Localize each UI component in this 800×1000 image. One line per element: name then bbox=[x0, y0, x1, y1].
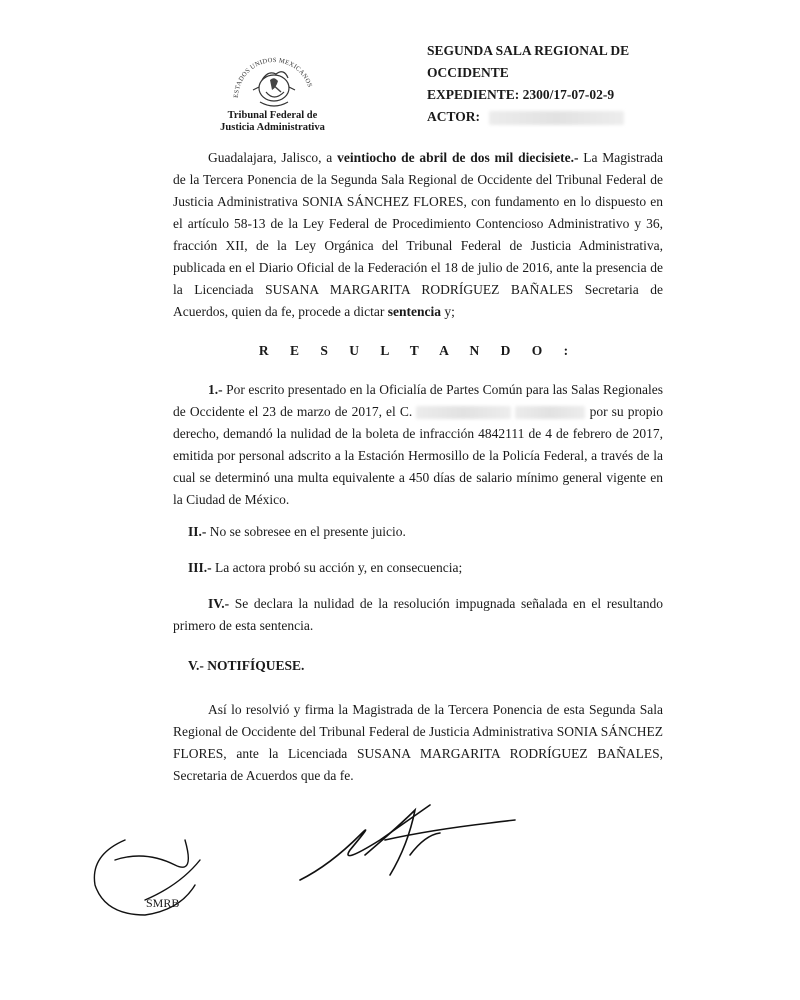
sala-line1: SEGUNDA SALA REGIONAL DE bbox=[427, 43, 630, 58]
secretary-initials-signature bbox=[85, 830, 235, 930]
point-ii-text: No se sobresee en el presente juicio. bbox=[206, 524, 406, 539]
point-iv-number: IV.- bbox=[208, 596, 230, 611]
expediente-number: EXPEDIENTE: 2300/17-07-02-9 bbox=[427, 87, 615, 102]
intro-sentencia-bold: sentencia bbox=[387, 304, 442, 319]
federal-seal-logo bbox=[218, 40, 328, 115]
point-i bbox=[173, 379, 663, 511]
point-iii bbox=[173, 557, 663, 579]
tribunal-label bbox=[200, 110, 345, 134]
redacted-actor-name bbox=[489, 111, 624, 125]
intro-text: La Magistrada de la Tercera Ponencia de la Segunda Sala Regional de Occidente del Tribunal Federal de Justicia Administrativa SONIA SÁNCHEZ FLORES, con fundamento en lo dispuesto en el artículo 58-13 de la Ley Federal de Procedimiento Contencioso Administrativo y 36, fracción XII, de la Ley Orgánica del Tribunal Federal de Justicia Administrativa, publicada en el Diario Oficial de la Federación el 18 de julio de 2016, ante la presencia de la Licenciada SUSANA MARGARITA RODRÍGUEZ BAÑALES Secretaria de Acuerdos, quien da fe, procede a dictar bbox=[173, 150, 664, 319]
point-i-text-a: Por escrito presentado en la Oficialía de Partes Común para las Salas Regionales de Occidente el 23 de marzo de 2017, el C. bbox=[173, 382, 663, 419]
eagle-seal-icon bbox=[218, 40, 328, 115]
point-v-notifiquese: V.- NOTIFÍQUESE. bbox=[188, 658, 305, 673]
actor-label: ACTOR: bbox=[427, 109, 481, 124]
svg-text:ESTADOS UNIDOS MEXICANOS bbox=[233, 57, 313, 98]
point-iii-text: La actora probó su acción y, en consecuencia; bbox=[211, 560, 463, 575]
point-ii-number: II.- bbox=[188, 524, 207, 539]
redacted-plaintiff-name-2 bbox=[515, 406, 585, 419]
secretary-initials: SMRB bbox=[146, 896, 180, 910]
actor-row bbox=[427, 106, 727, 128]
intro-date-bold: veintiocho de abril de dos mil diecisiete.- bbox=[337, 150, 579, 165]
intro-place-date: Guadalajara, Jalisco, a bbox=[208, 150, 338, 165]
sala-line2: OCCIDENTE bbox=[427, 65, 509, 80]
case-header bbox=[427, 40, 727, 128]
tribunal-label-line2: Justicia Administrativa bbox=[220, 122, 325, 133]
point-iii-number: III.- bbox=[188, 560, 212, 575]
resultando-heading: R E S U L T A N D O : bbox=[258, 343, 578, 358]
closing-paragraph: Así lo resolvió y firma la Magistrada de la Tercera Ponencia de esta Segunda Sala Regional de Occidente del Tribunal Federal de Justicia Administrativa SONIA SÁNCHEZ FLORES, ante la Licenciada SUSANA MARGARITA RODRÍGUEZ BAÑALES, Secretaria de Acuerdos que da fe. bbox=[173, 702, 663, 783]
tribunal-label-line1: Tribunal Federal de bbox=[227, 110, 318, 121]
magistrate-signature bbox=[290, 795, 520, 895]
point-iv bbox=[173, 593, 663, 637]
redacted-plaintiff-name-1 bbox=[416, 406, 511, 419]
intro-end: y; bbox=[441, 304, 455, 319]
seal-ring-text: ESTADOS UNIDOS MEXICANOS bbox=[232, 56, 314, 99]
point-iv-text: Se declara la nulidad de la resolución impugnada señalada en el resultando primero de esta sentencia. bbox=[173, 596, 663, 633]
point-i-text-b: por su propio derecho, demandó la nulidad de la boleta de infracción 4842111 de 4 de febrero de 2017, emitida por personal adscrito a la Estación Hermosillo de la Policía Federal, a través de la cual se determinó una multa equivalente a 450 días de salario mínimo general vigente en la Ciudad de México. bbox=[173, 404, 664, 507]
point-ii bbox=[173, 521, 663, 543]
intro-paragraph bbox=[173, 147, 663, 323]
point-i-number: 1.- bbox=[208, 382, 223, 397]
sentence-body bbox=[173, 147, 663, 787]
